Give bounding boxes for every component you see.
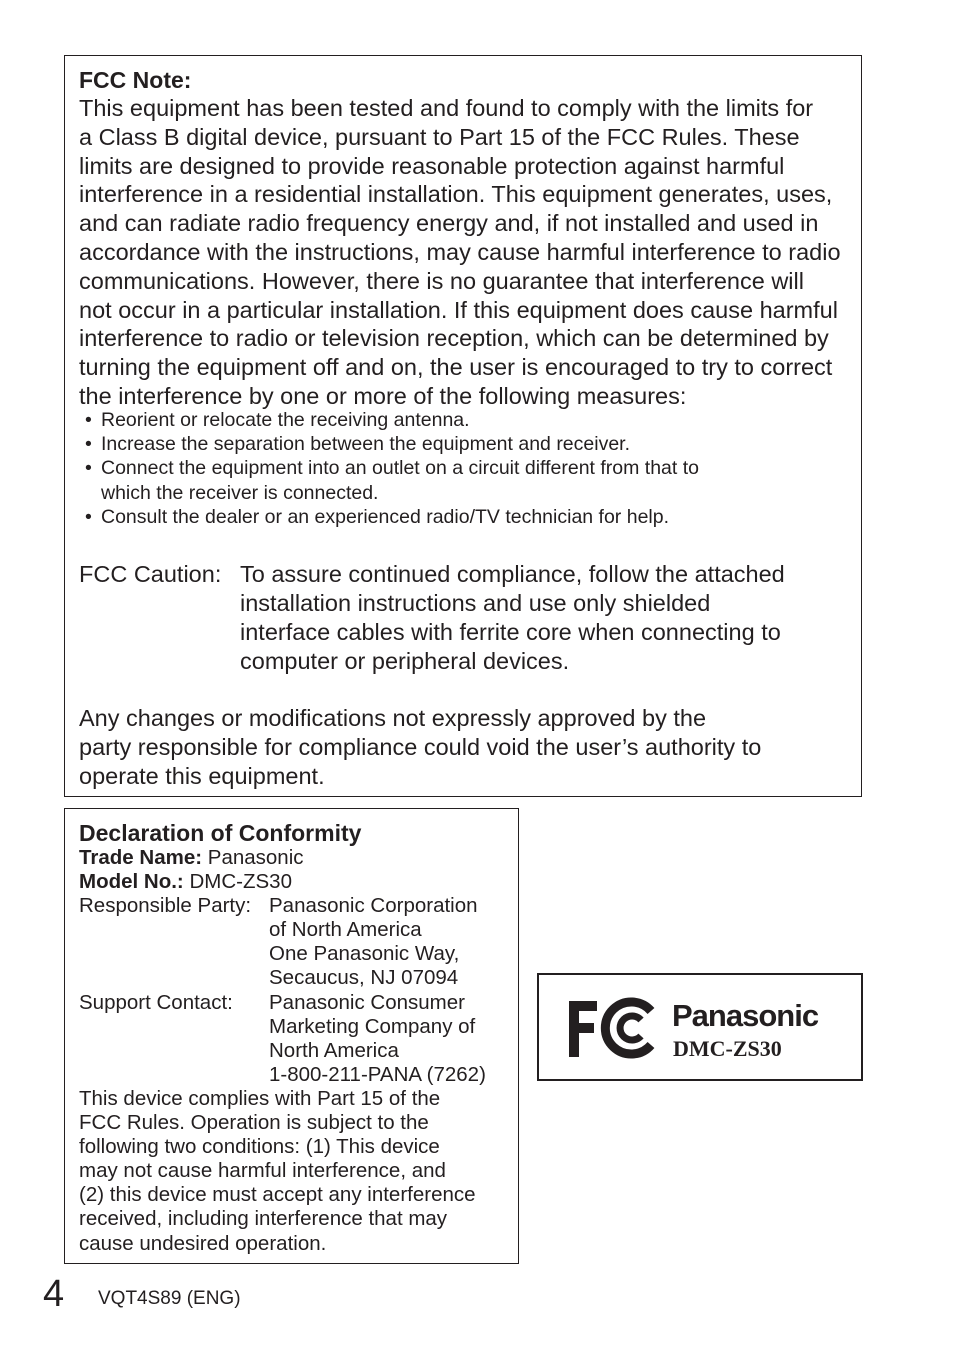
paragraph-line: communications. However, there is no guarantee that interference will (79, 267, 804, 294)
address-line: Panasonic Corporation (269, 894, 478, 918)
bullet: • (85, 505, 92, 528)
address-line: One Panasonic Way, (269, 942, 460, 966)
declaration-box (64, 808, 519, 1264)
measure-text: Reorient or relocate the receiving antenna. (101, 409, 470, 431)
measures-list (85, 408, 699, 529)
changes-line: party responsible for compliance could void the user’s authority to (79, 733, 762, 760)
paragraph-line: interference in a residential installation. This equipment generates, uses, (79, 181, 833, 208)
compliance-statement (79, 1087, 486, 1256)
paragraph-line: This equipment has been tested and found to comply with the limits for (79, 95, 814, 121)
model-value: DMC-ZS30 (189, 870, 292, 894)
measure-text: Consult the dealer or an experienced radio/TV technician for help. (101, 505, 670, 528)
declaration-title: Declaration of Conformity (79, 820, 362, 846)
caution-line: computer or peripheral devices. (240, 648, 570, 674)
measure-text: Increase the separation between the equipment and receiver. (101, 433, 631, 456)
paragraph-line: the interference by one or more of the following measures: (79, 382, 687, 409)
paragraph-line: interference to radio or television reception, which can be determined by (79, 325, 829, 352)
caution-line: interface cables with ferrite core when connecting to (240, 619, 781, 645)
measure-text: Connect the equipment into an outlet on a circuit different from that to (101, 457, 699, 480)
contact-line: North America (269, 1038, 399, 1062)
document-code: VQT4S89 (ENG) (98, 1288, 241, 1309)
fcc-logo-box (537, 973, 863, 1081)
trade-name-value: Panasonic (207, 846, 304, 869)
model-row (79, 870, 486, 894)
address-line: of North America (269, 918, 422, 942)
compliance-line: This device complies with Part 15 of the (79, 1086, 441, 1110)
contact-line: Panasonic Consumer (269, 990, 465, 1014)
support-contact-label: Support Contact: (79, 990, 233, 1014)
logo-model-number: DMC-ZS30 (673, 1036, 782, 1061)
paragraph-line: turning the equipment off and on, the user is encouraged to try to correct (79, 354, 833, 381)
contact-line: 1-800-211-PANA (7262) (269, 1062, 486, 1086)
compliance-line: received, including interference that may (79, 1207, 448, 1231)
fcc-logo-icon (567, 997, 659, 1059)
trade-name-row (79, 846, 486, 870)
compliance-line: following two conditions: (1) This device (79, 1135, 440, 1159)
measure-text: which the receiver is connected. (101, 481, 379, 504)
bullet: • (85, 433, 92, 456)
fcc-note-box (64, 55, 862, 797)
responsible-party-label: Responsible Party: (79, 894, 252, 918)
fcc-note-title: FCC Note: (79, 67, 192, 93)
fcc-note-paragraph (79, 94, 859, 411)
caution-line: installation instructions and use only shielded (240, 590, 711, 616)
compliance-line: FCC Rules. Operation is subject to the (79, 1111, 429, 1135)
brand-name: Panasonic (672, 998, 819, 1033)
support-contact-row (79, 991, 486, 1087)
fcc-caution-label: FCC Caution: (79, 561, 222, 587)
contact-line: Marketing Company of (269, 1014, 476, 1038)
changes-notice (79, 704, 859, 790)
compliance-line: may not cause harmful interference, and (79, 1159, 446, 1183)
list-item (85, 432, 699, 456)
bullet: • (85, 457, 92, 480)
compliance-line: (2) this device must accept any interference (79, 1183, 476, 1207)
declaration-body (79, 846, 486, 1256)
page-number: 4 (43, 1273, 65, 1315)
bullet: • (85, 409, 92, 431)
responsible-party-row (79, 894, 486, 990)
fcc-caution-text (240, 560, 860, 676)
changes-line: operate this equipment. (79, 762, 325, 789)
paragraph-line: limits are designed to provide reasonable protection against harmful (79, 152, 785, 179)
model-label: Model No.: (79, 870, 184, 894)
caution-line: To assure continued compliance, follow the attached (240, 561, 785, 587)
paragraph-line: and can radiate radio frequency energy and, if not installed and used in (79, 210, 819, 237)
list-item (85, 505, 699, 529)
compliance-line: cause undesired operation. (79, 1231, 327, 1255)
list-item (85, 456, 699, 504)
address-line: Secaucus, NJ 07094 (269, 966, 459, 990)
list-item (85, 408, 699, 432)
paragraph-line: accordance with the instructions, may cause harmful interference to radio (79, 238, 841, 265)
paragraph-line: a Class B digital device, pursuant to Part 15 of the FCC Rules. These (79, 123, 800, 150)
changes-line: Any changes or modifications not expressly approved by the (79, 705, 707, 731)
paragraph-line: not occur in a particular installation. If this equipment does cause harmful (79, 296, 838, 323)
trade-name-label: Trade Name: (79, 846, 203, 869)
